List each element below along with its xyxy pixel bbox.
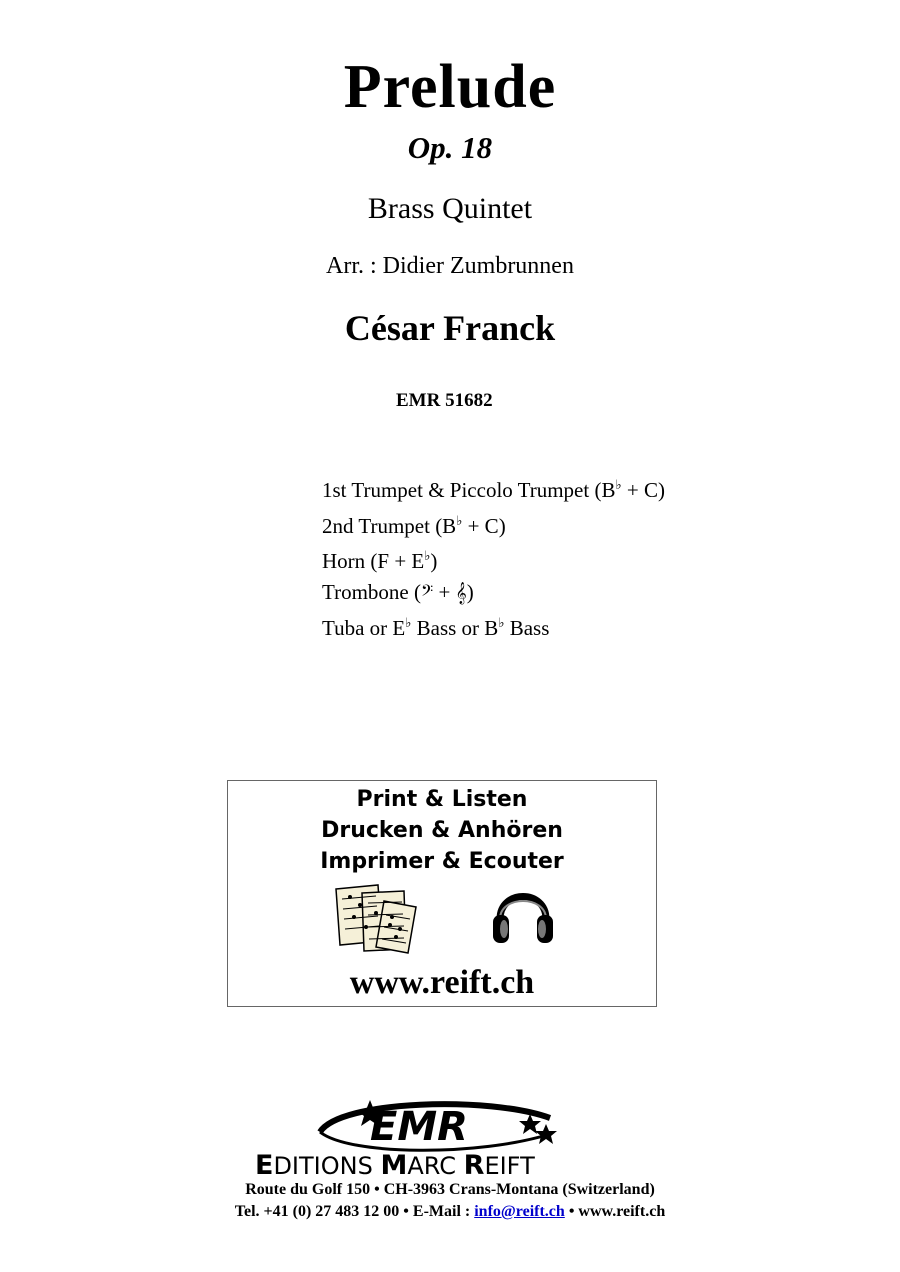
instrument-horn <box>322 541 665 577</box>
bass-clef-icon: 𝄢 <box>420 581 434 604</box>
instrument-label: ) <box>466 579 474 604</box>
headphones-icon <box>490 879 556 949</box>
instrument-list <box>322 470 665 644</box>
flat-sign: ♭ <box>498 615 505 630</box>
publisher-address: Route du Golf 150 • CH-3963 Crans-Montana (Switzerland) <box>245 1181 655 1198</box>
treble-clef-icon: 𝄞 <box>455 581 467 604</box>
instrument-trumpet-1 <box>322 470 665 506</box>
instrument-label: Bass or B <box>411 616 499 640</box>
instrument-label: Bass <box>504 616 550 640</box>
instrument-label: + C) <box>621 478 665 502</box>
emr-logo-icon <box>250 1090 650 1180</box>
flat-sign: ♭ <box>424 548 431 563</box>
contact-website: • www.reift.ch <box>564 1203 666 1220</box>
instrument-label: + C) <box>462 513 506 538</box>
instrument-label: 2nd Trumpet (B <box>322 513 457 538</box>
sheet-music-icon <box>326 883 422 955</box>
instrument-label: 1st Trumpet & Piccolo Trumpet (B <box>322 478 616 502</box>
opus-number: Op. 18 <box>407 130 493 165</box>
arranger: Arr. : Didier Zumbrunnen <box>326 253 574 279</box>
instrument-label: ) <box>430 549 438 573</box>
publisher-contact <box>0 1203 900 1221</box>
instrument-label: Trombone ( <box>322 579 421 604</box>
instrument-trumpet-2 <box>322 506 665 542</box>
flat-sign: ♭ <box>456 512 463 528</box>
catalog-number: EMR 51682 <box>396 390 493 411</box>
promo-line-de: Drucken & Anhören <box>321 818 563 843</box>
instrument-label: Tuba or E <box>322 616 406 640</box>
logo-mark: EMR <box>370 1104 468 1150</box>
email-link[interactable]: info@reift.ch <box>474 1203 565 1220</box>
ensemble: Brass Quintet <box>367 192 533 225</box>
flat-sign: ♭ <box>405 615 412 630</box>
instrument-label: Horn (F + E <box>322 549 425 573</box>
flat-sign: ♭ <box>615 477 622 492</box>
instrument-tuba <box>322 608 665 644</box>
publisher-logo <box>250 1090 650 1180</box>
publisher-name: EDITIONS MARC REIFT <box>255 1150 535 1180</box>
instrument-label: + <box>433 579 456 604</box>
page-title: Prelude <box>343 53 557 121</box>
contact-phone: Tel. +41 (0) 27 483 12 00 • E-Mail : <box>234 1203 475 1220</box>
print-listen-box <box>227 780 657 1007</box>
promo-line-en: Print & Listen <box>356 787 528 812</box>
website-link[interactable]: www.reift.ch <box>349 964 535 1001</box>
composer: César Franck <box>344 308 556 348</box>
instrument-trombone <box>322 577 665 609</box>
promo-line-fr: Imprimer & Ecouter <box>320 849 564 874</box>
